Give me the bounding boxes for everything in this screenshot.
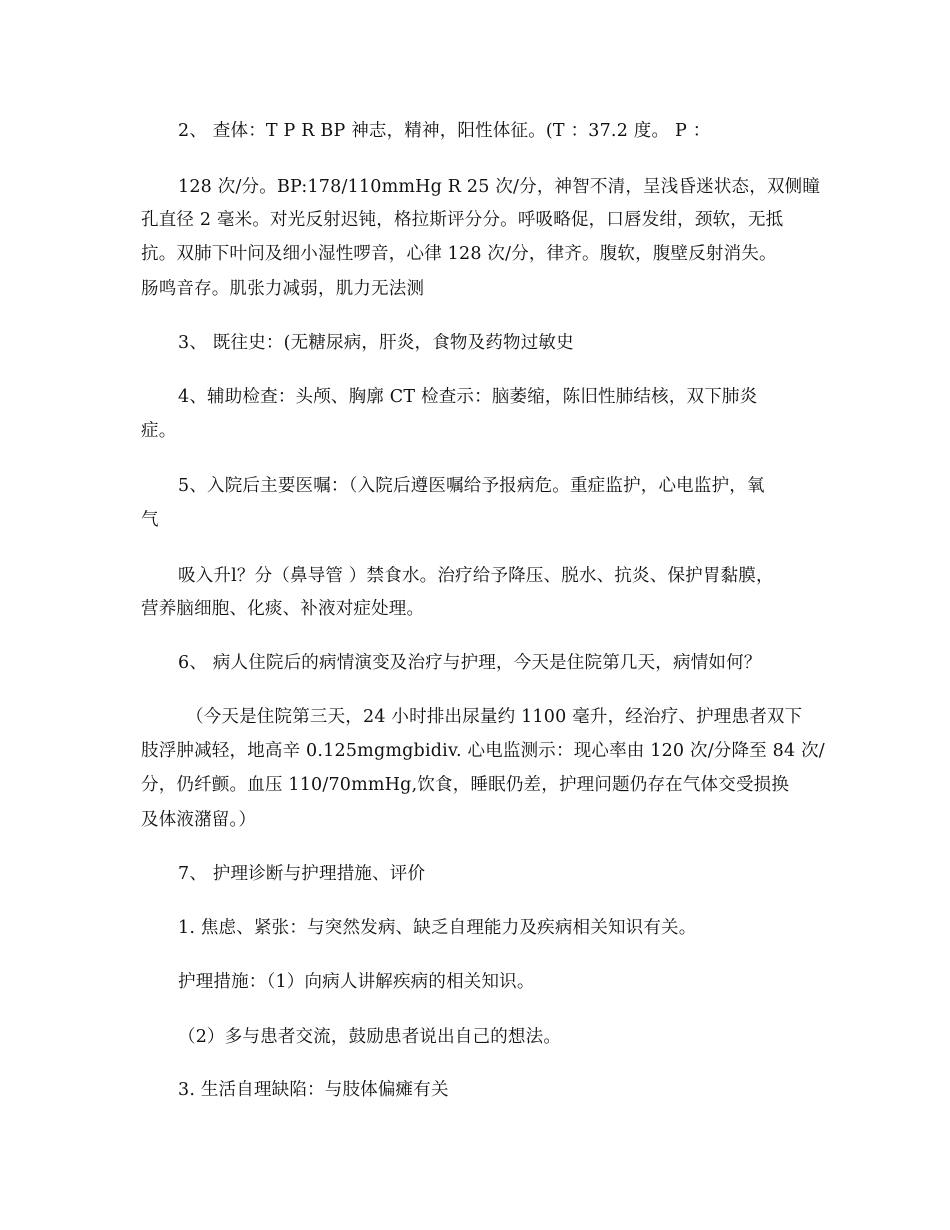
orders-line-2: 气: [141, 510, 159, 530]
exam-line-4: 肠鸣音存。肌张力减弱，肌力无法测: [141, 279, 425, 299]
nursing-heading: 7、 护理诊断与护理措施、评价: [178, 864, 426, 884]
history-heading: 3、 既往史：(无糖尿病，肝炎，食物及药物过敏史: [178, 333, 574, 353]
diagnosis-3: 3. 生活自理缺陷：与肢体偏瘫有关: [178, 1080, 449, 1100]
aux-exam-heading: 4、辅助检查：头颅、胸廓 CT 检查示：脑萎缩，陈旧性肺结核，双下肺炎: [178, 387, 758, 407]
progress-line-1: （今天是住院第三天，24 小时排出尿量约 1100 毫升，经治疗、护理患者双下: [186, 707, 803, 727]
measures-line-1: 护理措施：（1）向病人讲解疾病的相关知识。: [178, 972, 535, 992]
exam-line-2: 孔直径 2 毫米。对光反射迟钝，格拉斯评分分。呼吸略促，口唇发绀，颈软，无抵: [141, 210, 784, 230]
progress-line-2: 肢浮肿减轻，地高辛 0.125mgmgbidiv. 心电监测示：现心率由 120 次/分降至 84 次/: [141, 741, 825, 761]
exam-heading: 2、 查体：T P R BP 神志，精神，阳性体征。(T ：37.2 度。 P ：: [178, 121, 711, 141]
aux-exam-line-2: 症。: [141, 421, 177, 441]
measures-line-2: （2）多与患者交流，鼓励患者说出自己的想法。: [178, 1027, 562, 1047]
exam-line-1: 128 次/分。BP:178/110mmHg R 25 次/分，神智不清，呈浅昏迷状态，双侧瞳: [178, 177, 821, 197]
diagnosis-1: 1. 焦虑、紧张：与突然发病、缺乏自理能力及疾病相关知识有关。: [178, 918, 697, 938]
progress-line-3: 分，仍纤颤。血压 110/70mmHg,饮食，睡眠仍差，护理问题仍存在气体交受损换: [141, 775, 790, 795]
orders-line-3: 吸入升l？分（鼻导管 ）禁食水。治疗给予降压、脱水、抗炎、保护胃黏膜，: [178, 566, 774, 586]
progress-heading: 6、 病人住院后的病情演变及治疗与护理，今天是住院第几天，病情如何？: [178, 653, 762, 673]
orders-heading: 5、入院后主要医嘱：（入院后遵医嘱给予报病危。重症监护，心电监护，氧: [178, 476, 765, 496]
orders-line-4: 营养脑细胞、化痰、补液对症处理。: [141, 599, 425, 619]
progress-line-4: 及体液潴留。）: [141, 810, 257, 830]
exam-line-3: 抗。双肺下叶问及细小湿性啰音，心律 128 次/分，律齐。腹软，腹壁反射消失。: [141, 244, 777, 264]
